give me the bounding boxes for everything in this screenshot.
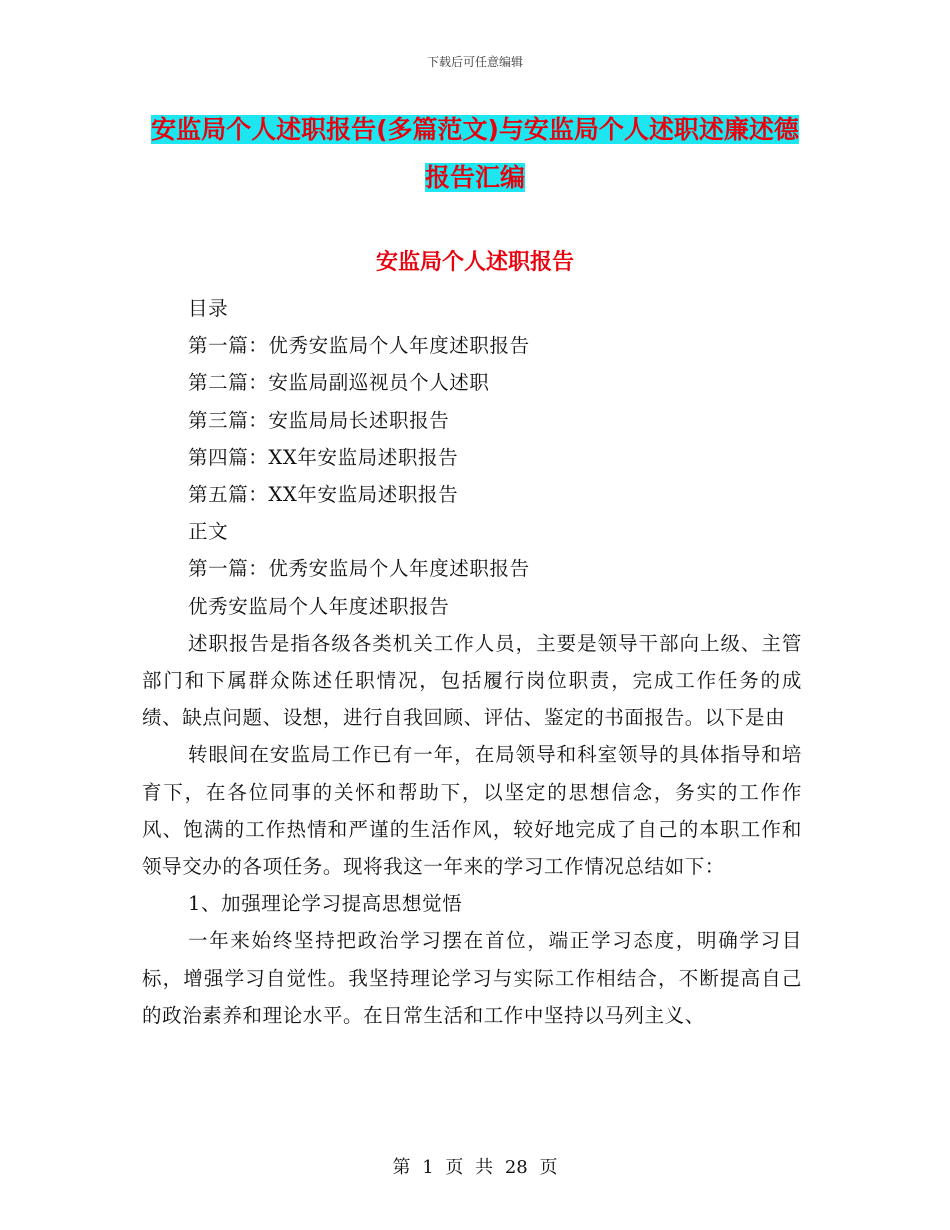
report-title: 安监局个人述职报告	[375, 250, 574, 275]
paragraph: 一年来始终坚持把政治学习摆在首位，端正学习态度，明确学习目标，增强学习自觉性。我坚持理论学习与实际工作相结合，不断提高自己的政治素养和理论水平。在日常生活和工作中坚持以马列主义、	[142, 929, 802, 1027]
paragraph: 述职报告是指各级各类机关工作人员，主要是领导干部向上级、主管部门和下属群众陈述任职情况，包括履行岗位职责，完成工作任务的成绩、缺点问题、设想，进行自我回顾、评估、鉴定的书面报告。以下是由	[142, 631, 802, 730]
document-title	[140, 106, 810, 202]
section-title: 第一篇：优秀安监局个人年度述职报告	[188, 557, 530, 581]
document-title-text: 安监局个人述职报告(多篇范文)与安监局个人述职述廉述德报告汇编	[151, 115, 799, 192]
toc-item: 第二篇：安监局副巡视员个人述职	[188, 371, 490, 395]
toc-item: 第三篇：安监局局长述职报告	[188, 408, 450, 432]
point-heading: 1、加强理论学习提高思想觉悟	[188, 892, 463, 916]
toc-item: 第四篇：XX年安监局述职报告	[188, 445, 459, 469]
body-heading: 正文	[188, 520, 229, 544]
document-body	[142, 290, 802, 1034]
header-note: 下载后可任意编辑	[426, 55, 523, 69]
toc-heading: 目录	[188, 297, 229, 320]
article-title: 优秀安监局个人年度述职报告	[188, 594, 450, 618]
paragraph: 转眼间在安监局工作已有一年，在局领导和科室领导的具体指导和培育下，在各位同事的关怀和帮助下，以坚定的思想信念，务实的工作作风、饱满的工作热情和严谨的生活作风，较好地完成了自己的本职工作和领导交办的各项任务。现将我这一年来的学习工作情况总结如下：	[142, 743, 802, 879]
toc-item: 第五篇：XX年安监局述职报告	[188, 483, 459, 507]
toc-item: 第一篇：优秀安监局个人年度述职报告	[188, 334, 530, 358]
page-footer: 第 1 页 共 28 页	[392, 1157, 558, 1178]
